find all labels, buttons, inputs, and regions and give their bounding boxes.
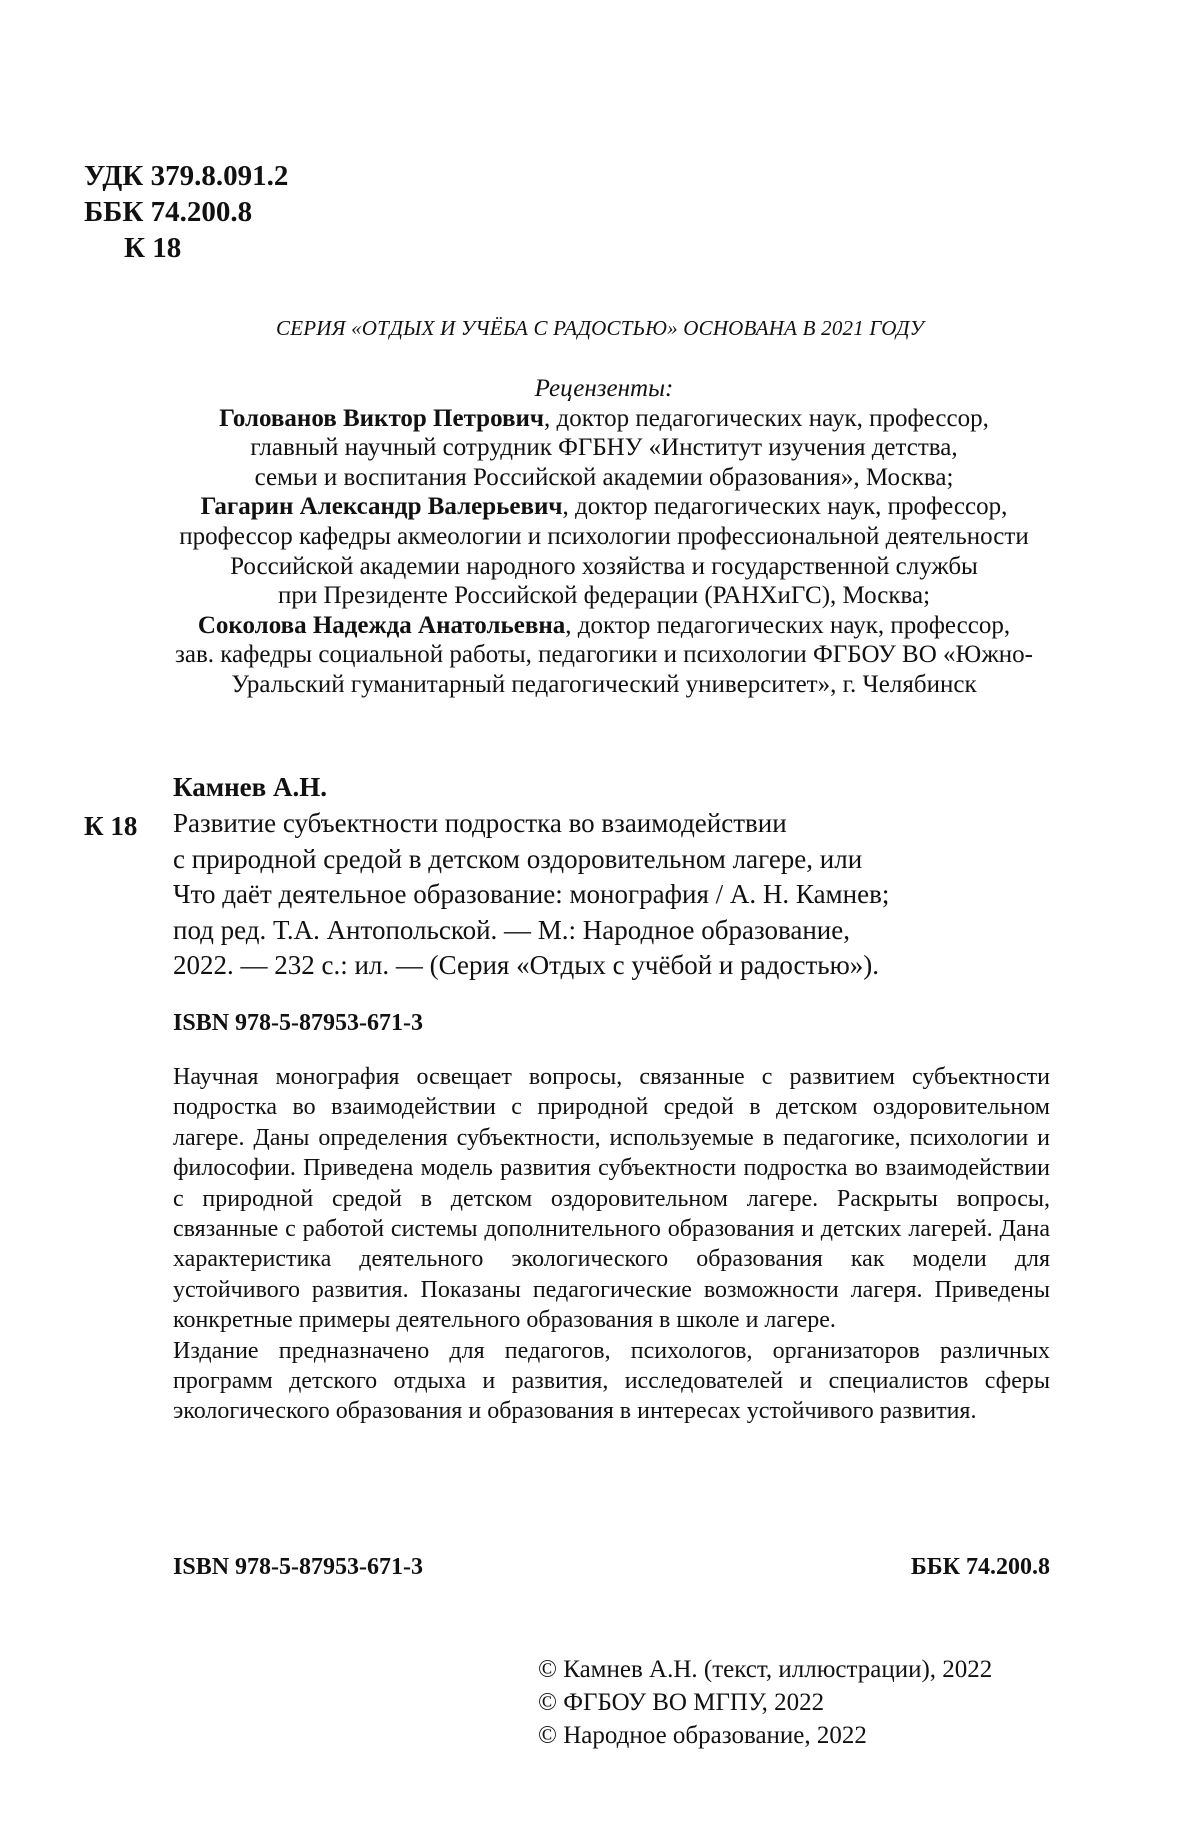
reviewer-affiliation-line: зав. кафедры социальной работы, педагогики и психологии ФГБОУ ВО «Южно- — [174, 641, 1034, 669]
bibliographic-description — [173, 806, 1073, 984]
copyright-line: © Камнев А.Н. (текст, иллюстрации), 2022 — [538, 1656, 993, 1683]
book-author-mark: К 18 — [84, 811, 138, 841]
annotation-paragraph: Издание предназначено для педагогов, психологов, организаторов различных программ детского отдыха и развития, исследователей и специалистов сферы экологического образования и образования в интересах устойчивого развития. — [173, 1337, 1050, 1425]
reviewer-credentials: , доктор педагогических наук, профессор, — [565, 611, 1011, 639]
udk-code: УДК 379.8.091.2 — [84, 160, 289, 192]
reviewer-affiliation-line: профессор кафедры акмеологии и психологии профессиональной деятельности — [179, 522, 1029, 550]
reviewer-credentials: , доктор педагогических наук, профессор, — [543, 404, 989, 432]
reviewer-credentials: , доктор педагогических наук, профессор, — [562, 493, 1008, 521]
bbk-bottom: ББК 74.200.8 — [910, 1554, 1050, 1580]
bib-line: Что даёт деятельное образование: монография / А. Н. Камнев; — [173, 879, 890, 909]
reviewer-name: Соколова Надежда Анатольевна — [197, 611, 566, 639]
copyright-line: © ФГБОУ ВО МГПУ, 2022 — [538, 1689, 825, 1716]
bib-line: с природной средой в детском оздоровительном лагере, или — [173, 843, 863, 874]
bbk-code: ББК 74.200.8 — [84, 196, 253, 228]
reviewer-affiliation-line: при Президенте Российской федерации (РАНХиГС), Москва; — [277, 582, 931, 610]
reviewer-name: Голованов Виктор Петрович — [219, 404, 544, 432]
bib-line: Развитие субъектности подростка во взаимодействии — [173, 808, 787, 838]
reviewer-entry — [84, 611, 1124, 700]
bib-line: 2022. — 232 с.: ил. — (Серия «Отдых с учёбой и радостью»). — [173, 950, 879, 980]
reviewer-entry — [84, 492, 1124, 610]
classification-codes — [84, 158, 288, 266]
bib-line: под ред. Т.А. Антопольской. — М.: Народное образование, — [173, 914, 850, 945]
book-author: Камнев А.Н. — [173, 772, 327, 802]
reviewer-affiliation-line: семьи и воспитания Российской академии образования», Москва; — [254, 463, 954, 491]
author-mark-code: К 18 — [124, 232, 182, 264]
series-note: СЕРИЯ «ОТДЫХ И УЧЁБА С РАДОСТЬЮ» ОСНОВАНА В 2021 ГОДУ — [276, 316, 924, 340]
isbn-bottom: ISBN 978-5-87953-671-3 — [173, 1554, 423, 1580]
reviewer-name: Гагарин Александр Валерьевич — [200, 493, 563, 521]
annotation — [173, 1062, 1050, 1427]
copyright-line: © Народное образование, 2022 — [538, 1722, 867, 1749]
copyright-block — [538, 1653, 992, 1752]
isbn-top: ISBN 978-5-87953-671-3 — [173, 1010, 423, 1036]
reviewer-entry — [84, 404, 1124, 493]
reviewer-affiliation-line: Уральский гуманитарный педагогический университет», г. Челябинск — [231, 670, 977, 698]
reviewers-heading: Рецензенты: — [534, 375, 674, 402]
reviewers-block — [84, 374, 1124, 700]
reviewer-affiliation-line: главный научный сотрудник ФГБНУ «Институт изучения детства, — [250, 434, 958, 462]
reviewer-affiliation-line: Российской академии народного хозяйства и государственной службы — [230, 552, 978, 580]
annotation-paragraph: Научная монография освещает вопросы, связанные с развитием субъектности подростка во взаимодействии с природной средой в детском оздоровительном лагере. Даны определения субъектности, используемые в педагогике, психологии и философии. Приведена модель развития субъектности подростка во взаимодействии с природной средой в детском оздоровительном лагере. Раскрыты вопросы, связанные с работой системы дополнительного образования и детских лагерей. Дана характеристика деятельного экологического образования как модели для устойчивого развития. Показаны педагогические возможности лагеря. Приведены конкретные примеры деятельного образования в школе и лагере. — [173, 1064, 1050, 1334]
